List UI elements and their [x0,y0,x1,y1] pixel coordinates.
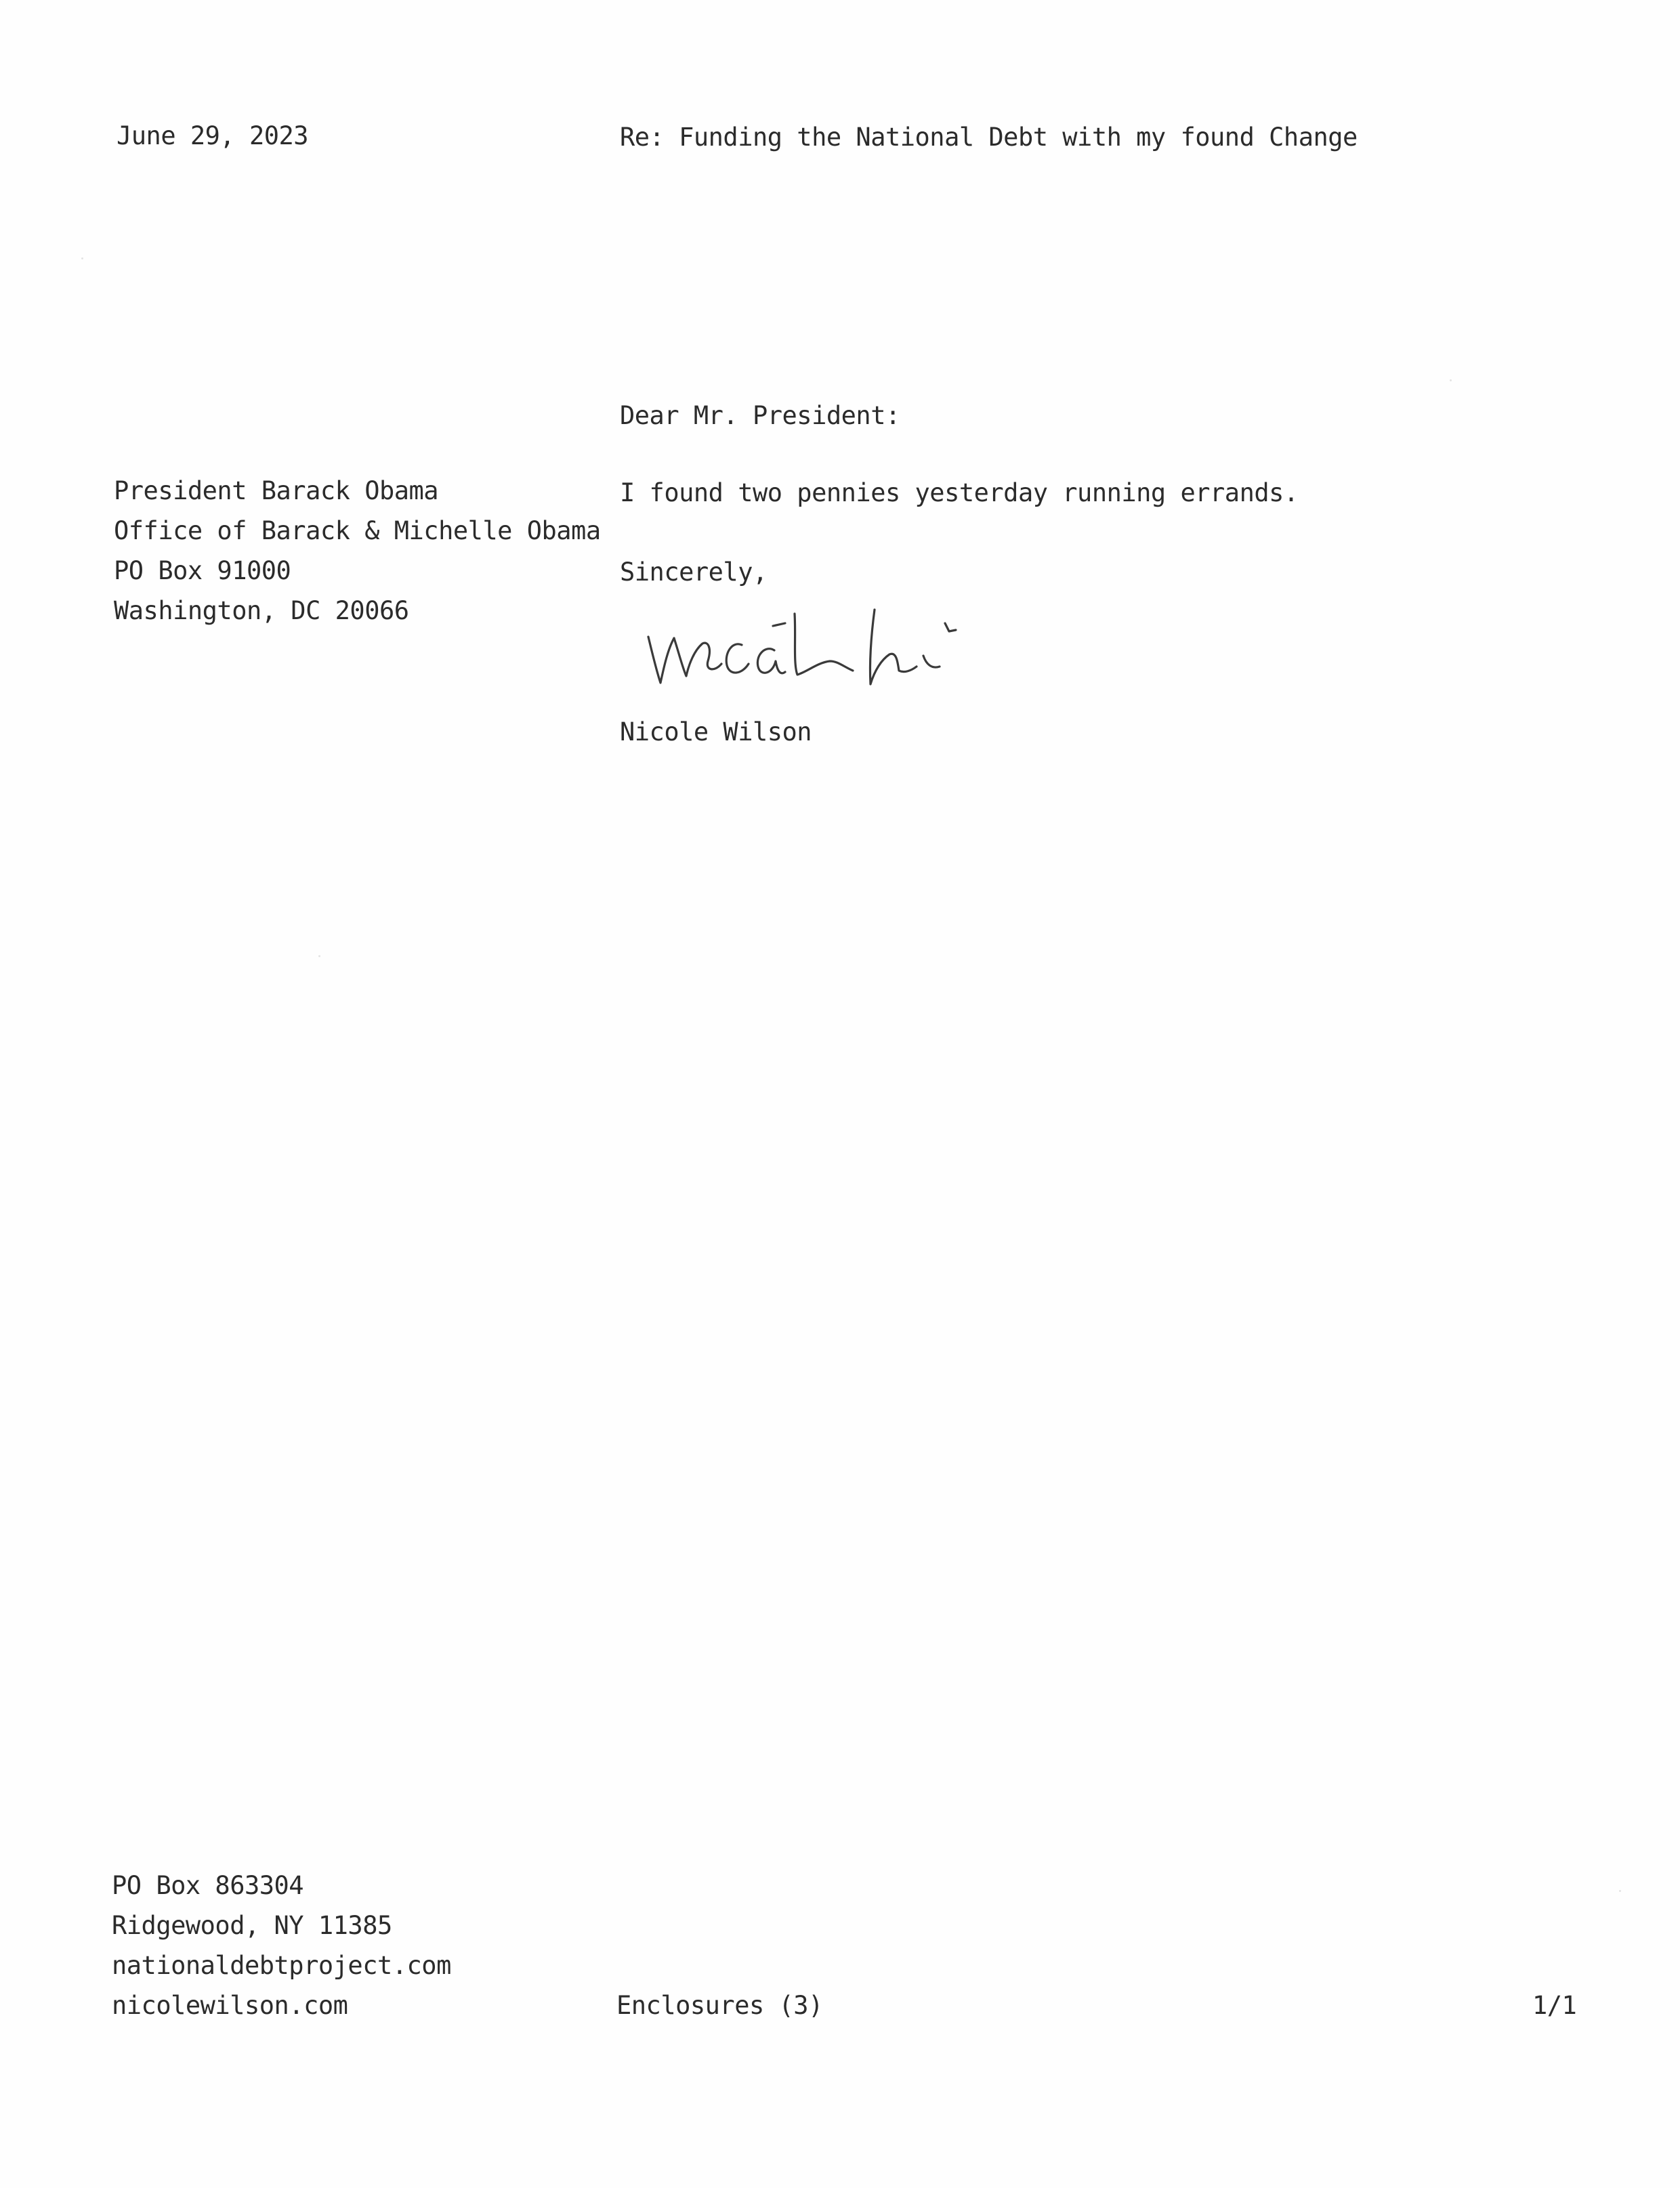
recipient-name: President Barack Obama [114,476,439,505]
paper-speck [1450,379,1452,381]
recipient-address [114,478,601,638]
recipient-office: Office of Barack & Michelle Obama [114,516,601,545]
sender-po-box: PO Box 863304 [112,1871,304,1900]
paper-speck [81,257,83,259]
closing: Sincerely, [620,557,768,587]
salutation: Dear Mr. President: [620,401,900,430]
page-number: 1/1 [1532,1991,1577,2020]
letter-subject: Re: Funding the National Debt with my found Change [620,123,1358,152]
enclosures-note: Enclosures (3) [616,1991,823,2020]
sender-address [112,1873,451,2033]
paper-speck [318,955,320,957]
handwritten-signature [640,596,992,698]
recipient-po-box: PO Box 91000 [114,556,291,585]
paper-speck [1619,1890,1621,1892]
letter-date: June 29, 2023 [117,121,309,150]
signature-name: Nicole Wilson [620,717,812,746]
sender-website-project: nationaldebtproject.com [112,1951,451,1980]
letter-body: I found two pennies yesterday running errands. [620,478,1299,507]
sender-city: Ridgewood, NY 11385 [112,1911,392,1940]
sender-website-personal: nicolewilson.com [112,1991,348,2020]
recipient-city: Washington, DC 20066 [114,596,409,625]
